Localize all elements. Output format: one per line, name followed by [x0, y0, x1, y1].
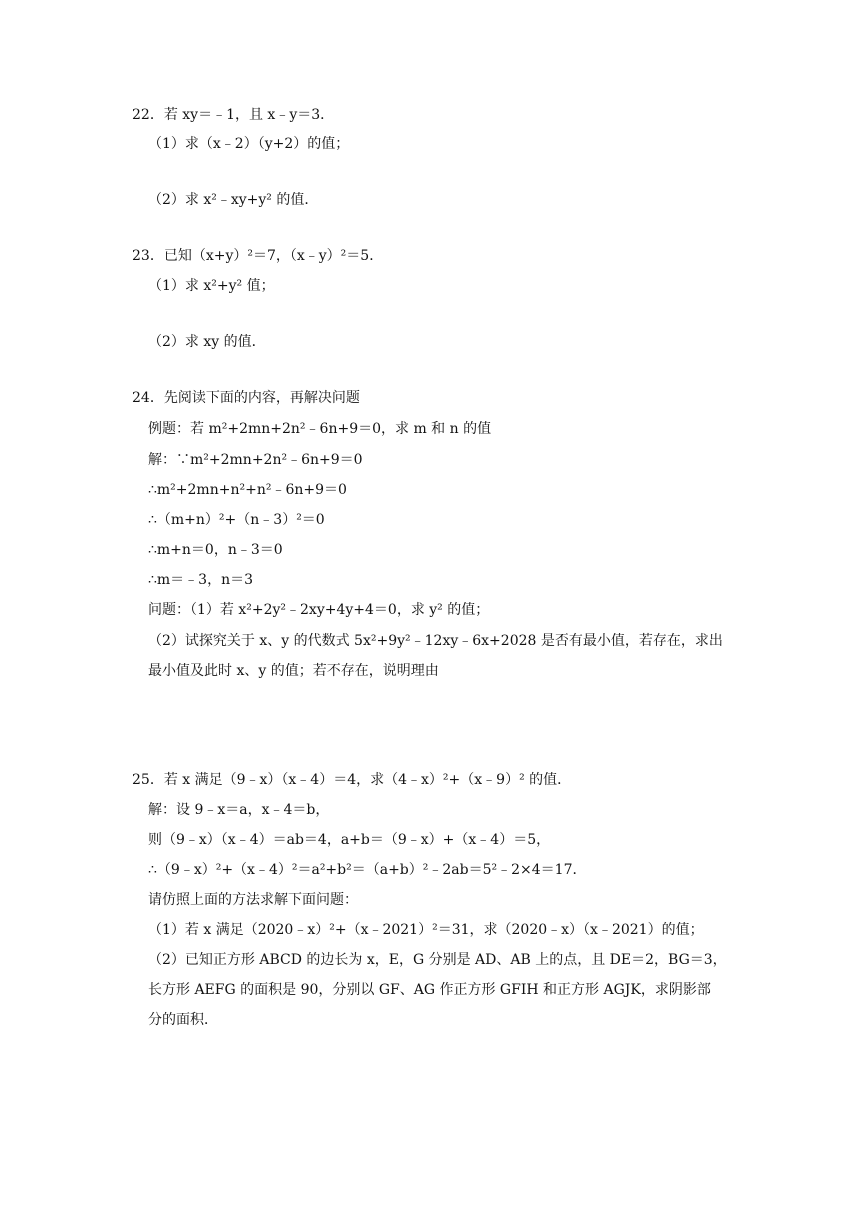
q25-problem-1: （1）若 x 满足（2020﹣x）²+（x﹣2021）²＝31，求（2020﹣x）（x﹣2021）的值； — [148, 922, 704, 938]
q25-solution-line: ∴（9﹣x）²+（x﹣4）²＝a²+b²＝（a+b）²﹣2ab＝5²﹣2×4＝17． — [148, 862, 587, 878]
q25-solution-line: 则（9﹣x）（x﹣4）＝ab＝4，a+b＝（9﹣x）+（x﹣4）＝5， — [148, 832, 551, 848]
q22-part1: （1）求（x﹣2）（y+2）的值； — [148, 136, 350, 152]
q24-solution-line: ∴m²+2mn+n²+n²﹣6n+9＝0 — [148, 482, 347, 498]
q24-solution-line: ∴m+n＝0，n﹣3＝0 — [148, 542, 283, 558]
q25-problem-2: （2）已知正方形 ABCD 的边长为 x，E，G 分别是 AD、AB 上的点，且 DE＝2，BG＝3， — [148, 952, 727, 968]
q25-stem: 25．若 x 满足（9﹣x）（x﹣4）＝4，求（4﹣x）²+（x﹣9）² 的值． — [132, 772, 572, 788]
q25-instruction: 请仿照上面的方法求解下面问题： — [148, 892, 358, 908]
q25-problem-2-cont: 分的面积． — [148, 1012, 218, 1028]
q25-problem-2-cont: 长方形 AEFG 的面积是 90，分别以 GF、AG 作正方形 GFIH 和正方形 AGJK，求阴影部 — [148, 982, 711, 998]
q24-solution-line: 解：∵m²+2mn+2n²﹣6n+9＝0 — [148, 452, 363, 468]
q24-problem-2-cont: 最小值及此时 x、y 的值；若不存在，说明理由 — [148, 663, 439, 679]
q22-part2: （2）求 x²﹣xy+y² 的值． — [148, 192, 319, 208]
q24-stem: 24．先阅读下面的内容，再解决问题 — [132, 390, 360, 406]
q24-problem-1: 问题：（1）若 x²+2y²﹣2xy+4y+4＝0，求 y² 的值； — [148, 602, 490, 618]
q22-stem: 22．若 xy＝﹣1，且 x﹣y＝3． — [132, 107, 335, 123]
q24-solution-line: ∴m＝﹣3，n＝3 — [148, 572, 254, 588]
q25-solution-line: 解：设 9﹣x＝a，x﹣4＝b， — [148, 802, 330, 818]
q24-solution-line: ∴（m+n）²+（n﹣3）²＝0 — [148, 512, 325, 528]
q23-part1: （1）求 x²+y² 值； — [148, 278, 275, 294]
q23-part2: （2）求 xy 的值． — [148, 334, 266, 350]
q24-example: 例题：若 m²+2mn+2n²﹣6n+9＝0，求 m 和 n 的值 — [148, 421, 492, 437]
q24-problem-2: （2）试探究关于 x、y 的代数式 5x²+9y²﹣12xy﹣6x+2028 是否有最小值，若存在，求出 — [148, 633, 723, 649]
q23-stem: 23．已知（x+y）²＝7，（x﹣y）²＝5． — [132, 248, 384, 264]
